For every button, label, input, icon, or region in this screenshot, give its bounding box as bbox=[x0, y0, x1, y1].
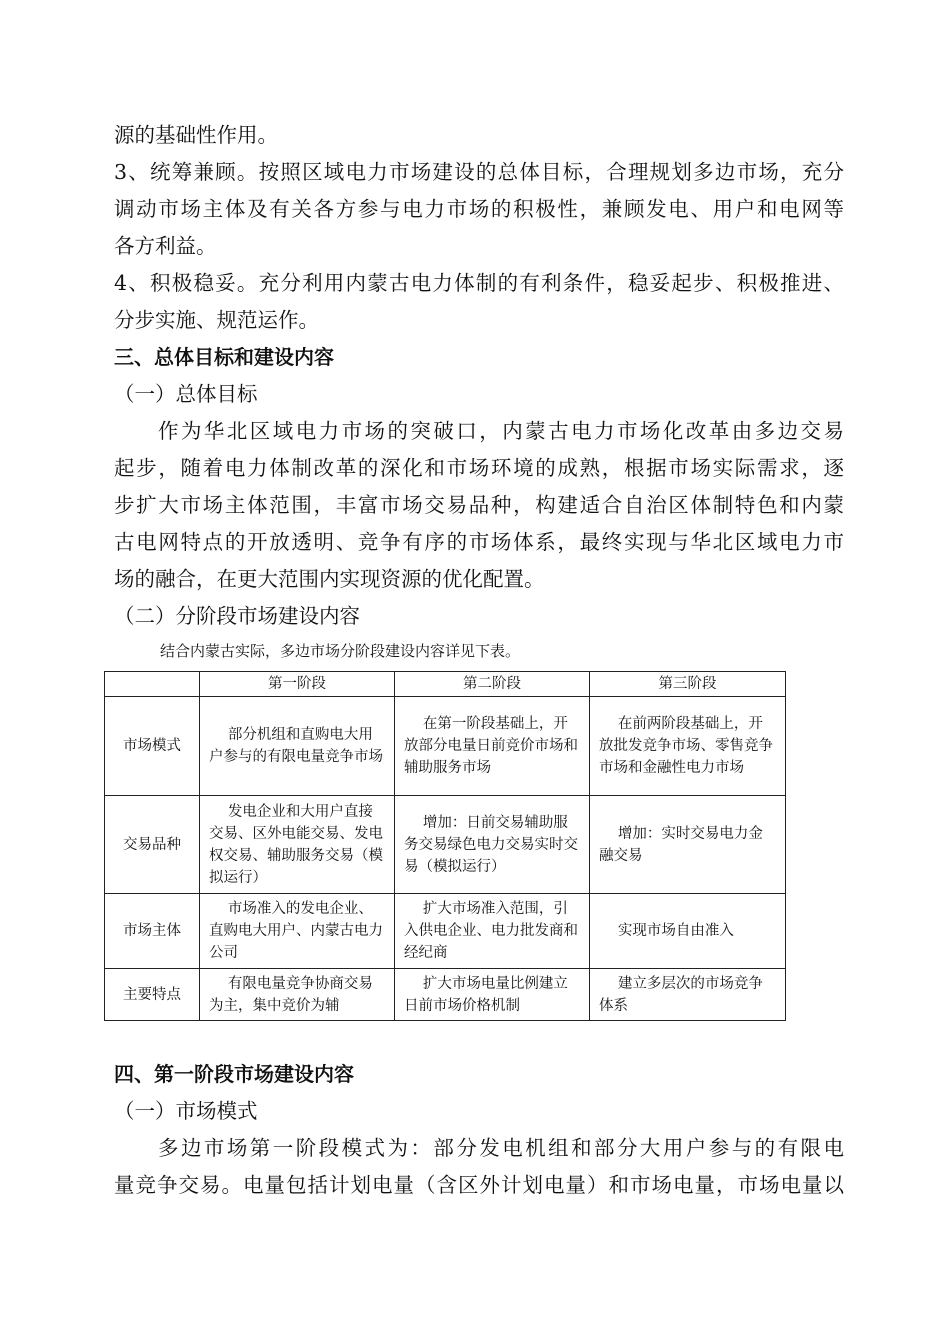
table-note: 结合内蒙古实际，多边市场分阶段建设内容详见下表。 bbox=[160, 642, 521, 660]
paragraph-line: 古电网特点的开放透明、竞争有序的市场体系，最终实现与华北区域电力市 bbox=[114, 530, 844, 554]
table-cell: 部分机组和直购电大用户参与的有限电量竞争市场 bbox=[200, 697, 395, 796]
table-header-cell: 第三阶段 bbox=[590, 672, 786, 697]
table-header-cell bbox=[105, 672, 200, 697]
row-label: 市场主体 bbox=[105, 894, 200, 969]
subsection-heading: （一）市场模式 bbox=[114, 1099, 258, 1123]
table-row bbox=[105, 969, 786, 1021]
row-label: 主要特点 bbox=[105, 969, 200, 1021]
table-cell: 在前两阶段基础上，开放批发竞争市场、零售竞争市场和金融性电力市场 bbox=[590, 697, 786, 796]
table-row bbox=[105, 894, 786, 969]
stage-table bbox=[104, 671, 786, 1021]
table-header-cell: 第一阶段 bbox=[200, 672, 395, 697]
paragraph-line: 3、统筹兼顾。按照区域电力市场建设的总体目标，合理规划多边市场，充分 bbox=[114, 160, 844, 184]
paragraph-line: 调动市场主体及有关各方参与电力市场的积极性，兼顾发电、用户和电网等 bbox=[114, 197, 844, 221]
paragraph-line: 作为华北区域电力市场的突破口，内蒙古电力市场化改革由多边交易 bbox=[158, 419, 844, 443]
table-cell: 扩大市场准入范围，引入供电企业、电力批发商和经纪商 bbox=[395, 894, 590, 969]
paragraph-line: 步扩大市场主体范围，丰富市场交易品种，构建适合自治区体制特色和内蒙 bbox=[114, 493, 844, 517]
row-label: 市场模式 bbox=[105, 697, 200, 796]
table-cell: 建立多层次的市场竞争体系 bbox=[590, 969, 786, 1021]
section-heading: 三、总体目标和建设内容 bbox=[114, 345, 334, 369]
table-row bbox=[105, 796, 786, 894]
table-header-row bbox=[105, 672, 786, 697]
subsection-heading: （二）分阶段市场建设内容 bbox=[114, 604, 360, 628]
section-heading: 四、第一阶段市场建设内容 bbox=[114, 1062, 354, 1086]
table-header-cell: 第二阶段 bbox=[395, 672, 590, 697]
table-cell: 在第一阶段基础上，开放部分电量日前竞价市场和辅助服务市场 bbox=[395, 697, 590, 796]
paragraph-line: 源的基础性作用。 bbox=[114, 123, 278, 147]
table-cell: 增加：实时交易电力金融交易 bbox=[590, 796, 786, 894]
paragraph-line: 场的融合，在更大范围内实现资源的优化配置。 bbox=[114, 567, 545, 591]
table-cell: 增加：日前交易辅助服务交易绿色电力交易实时交易（模拟运行） bbox=[395, 796, 590, 894]
table-cell: 市场准入的发电企业、直购电大用户、内蒙古电力公司 bbox=[200, 894, 395, 969]
paragraph-line: 多边市场第一阶段模式为：部分发电机组和部分大用户参与的有限电 bbox=[158, 1136, 844, 1160]
table-cell: 实现市场自由准入 bbox=[590, 894, 786, 969]
paragraph-line: 起步，随着电力体制改革的深化和市场环境的成熟，根据市场实际需求，逐 bbox=[114, 456, 844, 480]
table-row bbox=[105, 697, 786, 796]
row-label: 交易品种 bbox=[105, 796, 200, 894]
table-cell bbox=[200, 969, 395, 1021]
paragraph-line: 分步实施、规范运作。 bbox=[114, 308, 319, 332]
subsection-heading: （一）总体目标 bbox=[114, 382, 258, 406]
table-cell: 发电企业和大用户直接交易、区外电能交易、发电权交易、辅助服务交易（模拟运行） bbox=[200, 796, 395, 894]
paragraph-line: 量竞争交易。电量包括计划电量（含区外计划电量）和市场电量，市场电量以 bbox=[114, 1173, 844, 1197]
paragraph-line: 4、积极稳妥。充分利用内蒙古电力体制的有利条件，稳妥起步、积极推进、 bbox=[114, 271, 844, 295]
cell-text: 有限电量竞争协商交易为主，集中竞价为辅 bbox=[209, 975, 373, 1014]
paragraph-line: 各方利益。 bbox=[114, 234, 217, 258]
table-cell: 扩大市场电量比例建立日前市场价格机制 bbox=[395, 969, 590, 1021]
